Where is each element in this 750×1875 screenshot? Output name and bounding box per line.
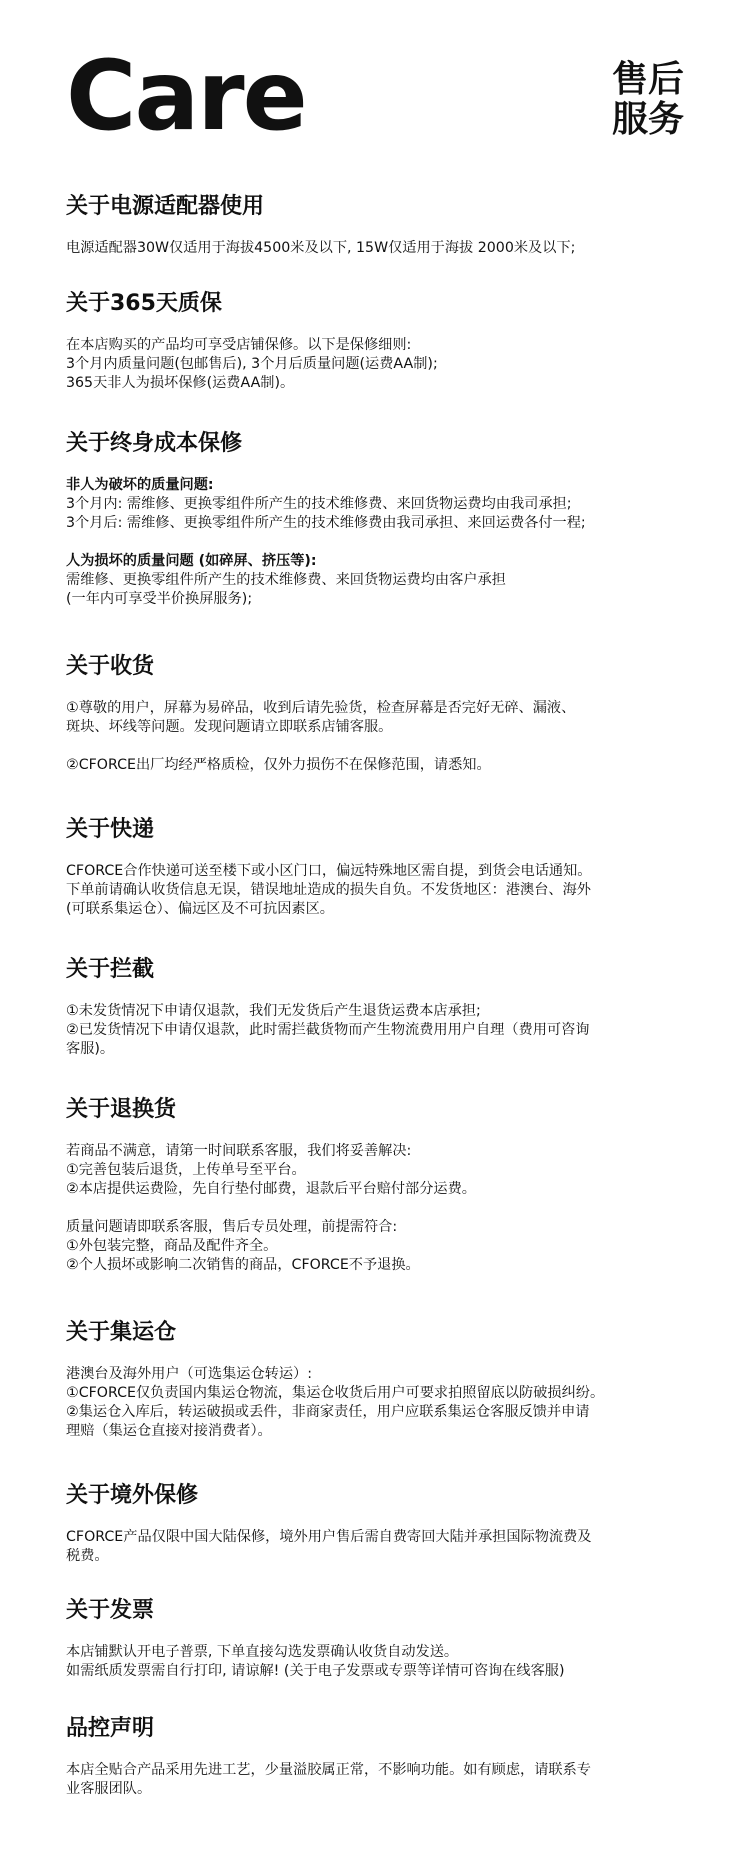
section-title: 关于集运仓 <box>66 1320 177 1345</box>
section-line: 质量问题请即联系客服，售后专员处理，前提需符合: <box>66 1219 398 1235</box>
section-returns <box>66 1096 696 1275</box>
section-line: 需维修、更换零组件所产生的技术维修费、来回货物运费均由客户承担 <box>66 572 506 588</box>
section-line: 本店全贴合产品采用先进工艺，少量溢胶属正常，不影响功能。如有顾虑，请联系专 <box>66 1762 591 1778</box>
section-delivery <box>66 816 696 919</box>
section-line: ②本店提供运费险，先自行垫付邮费，退款后平台赔付部分运费。 <box>66 1181 476 1197</box>
section-line: (可联系集运仓）、偏远区及不可抗因素区。 <box>66 901 334 917</box>
subtitle-line-2: 服务 <box>611 99 684 140</box>
section-title: 品控声明 <box>66 1716 155 1741</box>
section-overseas-warranty <box>66 1482 696 1566</box>
section-interception <box>66 956 696 1059</box>
section-consolidation-warehouse <box>66 1319 696 1441</box>
section-line: 下单前请确认收货信息无误，错误地址造成的损失自负。不发货地区：港澳台、海外 <box>66 882 591 898</box>
section-invoice <box>66 1597 696 1681</box>
section-receiving <box>66 653 696 775</box>
section-quality-statement <box>66 1715 696 1799</box>
section-title: 关于退换货 <box>66 1097 177 1122</box>
section-line: 电源适配器30W仅适用于海拔4500米及以下, 15W仅适用于海拔 2000米及以下; <box>66 240 576 256</box>
section-line: 理赔（集运仓直接对接消费者）。 <box>66 1423 272 1439</box>
section-line: ①未发货情况下申请仅退款，我们无发货后产生退货运费本店承担; <box>66 1003 481 1019</box>
section-line: ②CFORCE出厂均经严格质检，仅外力损伤不在保修范围，请悉知。 <box>66 757 491 773</box>
subtitle-line-1: 售后 <box>611 59 684 100</box>
section-line: 3个月后: 需维修、更换零组件所产生的技术维修费由我司承担、来回运费各付一程; <box>66 515 586 531</box>
section-title: 关于收货 <box>66 654 155 679</box>
section-line: CFORCE产品仅限中国大陆保修，境外用户售后需自费寄回大陆并承担国际物流费及 <box>66 1529 592 1545</box>
section-title: 关于快递 <box>66 817 155 842</box>
section-line: 税费。 <box>66 1548 109 1564</box>
section-line: 业客服团队。 <box>66 1781 152 1797</box>
section-line: ②已发货情况下申请仅退款，此时需拦截货物而产生物流费用用户自理（费用可咨询 <box>66 1022 590 1038</box>
section-title: 关于365天质保 <box>66 291 222 316</box>
section-title: 关于境外保修 <box>66 1483 199 1508</box>
section-power-adapter <box>66 193 696 258</box>
section-line: 本店铺默认开电子普票, 下单直接勾选发票确认收货自动发送。 <box>66 1644 459 1660</box>
section-line: 3个月内质量问题(包邮售后), 3个月后质量问题(运费AA制); <box>66 356 438 372</box>
section-lifetime-repair <box>66 430 696 609</box>
section-title: 关于终身成本保修 <box>66 431 243 456</box>
section-line: 如需纸质发票需自行打印, 请谅解! (关于电子发票或专票等详情可咨询在线客服) <box>66 1663 565 1679</box>
section-line: CFORCE合作快递可送至楼下或小区门口，偏远特殊地区需自提，到货会电话通知。 <box>66 863 592 879</box>
section-line: ①完善包装后退货，上传单号至平台。 <box>66 1162 306 1178</box>
section-title: 关于拦截 <box>66 957 155 982</box>
section-title: 关于电源适配器使用 <box>66 194 265 219</box>
section-title: 关于发票 <box>66 1598 155 1623</box>
section-line: ①尊敬的用户，屏幕为易碎品，收到后请先验货，检查屏幕是否完好无碎、漏液、 <box>66 700 576 716</box>
section-line: (一年内可享受半价换屏服务); <box>66 591 253 607</box>
section-line: 3个月内: 需维修、更换零组件所产生的技术维修费、来回货物运费均由我司承担; <box>66 496 572 512</box>
section-line: 客服)。 <box>66 1041 115 1057</box>
section-line: 港澳台及海外用户（可选集运仓转运）: <box>66 1366 312 1382</box>
section-line: ①外包装完整，商品及配件齐全。 <box>66 1238 278 1254</box>
section-line: ①CFORCE仅负责国内集运仓物流，集运仓收货后用户可要求拍照留底以防破损纠纷。 <box>66 1385 605 1401</box>
brand-title: Care <box>66 40 306 152</box>
section-365-warranty <box>66 290 696 393</box>
section-line: ②个人损坏或影响二次销售的商品，CFORCE不予退换。 <box>66 1257 420 1273</box>
section-line: 365天非人为损坏保修(运费AA制)。 <box>66 375 295 391</box>
section-line: 若商品不满意，请第一时间联系客服，我们将妥善解决: <box>66 1143 412 1159</box>
page-subtitle <box>612 60 684 140</box>
page-header <box>0 0 750 180</box>
section-subheading: 非人为破坏的质量问题: <box>66 477 214 493</box>
section-line: 在本店购买的产品均可享受店铺保修。以下是保修细则: <box>66 337 412 353</box>
section-line: 斑块、坏线等问题。发现问题请立即联系店铺客服。 <box>66 719 393 735</box>
section-subheading: 人为损坏的质量问题 (如碎屏、挤压等): <box>66 553 317 569</box>
section-line: ②集运仓入库后，转运破损或丢件，非商家责任，用户应联系集运仓客服反馈并申请 <box>66 1404 590 1420</box>
